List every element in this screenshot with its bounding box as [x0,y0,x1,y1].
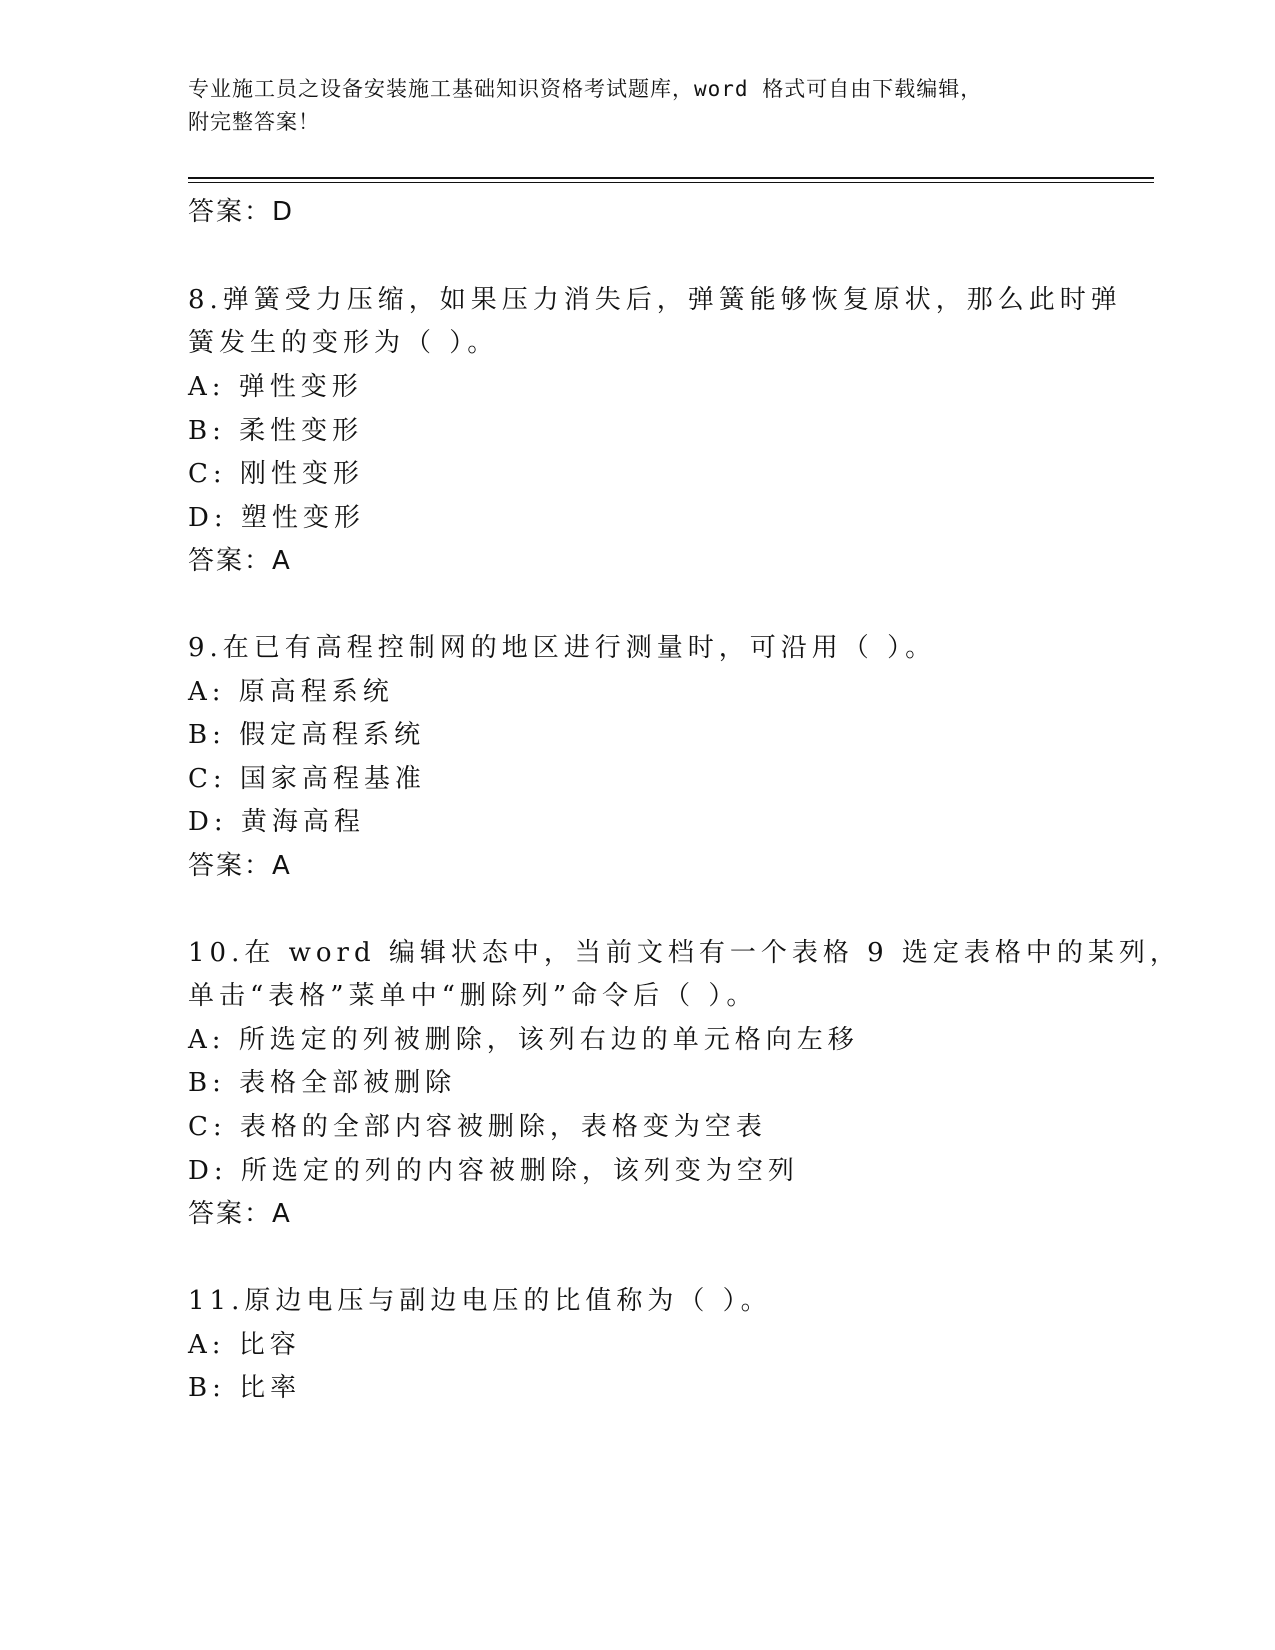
question-9-option-c: C: 国家高程基准 [188,764,426,794]
header-divider-thick [188,177,1154,179]
question-11-stem-line-1: 11.原边电压与副边电压的比值称为（ ）。 [188,1286,772,1316]
question-9-option-a: A: 原高程系统 [188,677,394,707]
question-10-option-d: D: 所选定的列的内容被删除，该列变为空列 [188,1156,799,1186]
question-8-option-a: A: 弹性变形 [188,372,363,402]
question-11-option-a: A: 比容 [188,1330,301,1360]
question-9-option-d: D: 黄海高程 [188,807,365,837]
header-divider-thin [188,182,1154,183]
question-8-option-d: D: 塑性变形 [188,503,365,533]
question-8-answer: 答案：A [188,546,292,576]
document-header-note [188,73,1068,139]
question-8-option-c: C: 刚性变形 [188,459,364,489]
question-10-option-b: B: 表格全部被删除 [188,1068,457,1098]
question-10-option-c: C: 表格的全部内容被删除，表格变为空表 [188,1112,767,1142]
question-8-option-b: B: 柔性变形 [188,416,364,446]
question-9-stem-line-1: 9.在已有高程控制网的地区进行测量时，可沿用（ ）。 [188,633,937,663]
question-8-stem-line-1: 8.弹簧受力压缩，如果压力消失后，弹簧能够恢复原状，那么此时弹 [188,285,1122,315]
question-10-stem-line-2: 单击“表格”菜单中“删除列”命令后（ ）。 [188,981,758,1011]
question-10-option-a: A: 所选定的列被删除，该列右边的单元格向左移 [188,1025,859,1055]
question-9-answer: 答案：A [188,851,292,881]
question-10-answer: 答案：A [188,1199,292,1229]
header-line-1: 专业施工员之设备安装施工基础知识资格考试题库，word 格式可自由下载编辑， [188,77,983,101]
question-9-option-b: B: 假定高程系统 [188,720,426,750]
header-line-2: 附完整答案！ [188,110,320,134]
answer-previous-question: 答案：D [188,197,295,227]
question-11-option-b: B: 比率 [188,1373,302,1403]
question-8-stem-line-2: 簧发生的变形为（ ）。 [188,328,499,358]
question-10-stem-line-1: 10.在 word 编辑状态中，当前文档有一个表格 9 选定表格中的某列， [188,938,1181,968]
